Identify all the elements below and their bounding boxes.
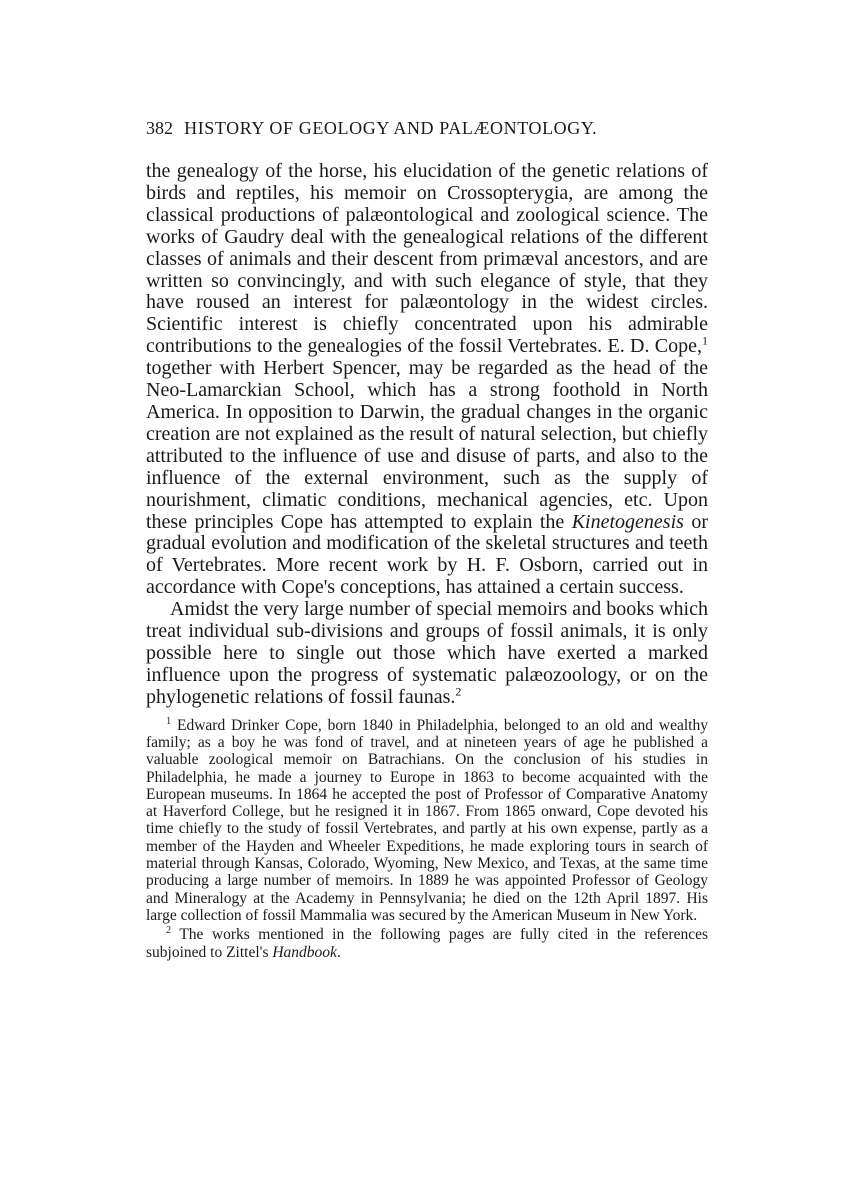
page-number: 382 [146,118,173,138]
body-paragraph-1 [146,161,708,599]
running-title: HISTORY OF GEOLOGY AND PALÆONTOLOGY. [184,118,598,138]
paragraph-1-text-c: or gradual evolution and modification of the skeletal structures and teeth of Vertebrates. More recent work by H. F. Osborn, carried out in accordance with Cope's conceptions, has attained a certain success. [146,510,708,599]
footnote-2-end: . [336,943,341,961]
footnote-ref-2: 2 [455,684,462,699]
paragraph-1-text-b: together with Herbert Spencer, may be regarded as the head of the Neo-Lamarckian School, which has a strong foothold in North America. In opposition to Darwin, the gradual changes in the organic creation are not explained as the result of natural selection, but chiefly attributed to the influence of use and disuse of parts, and also to the influence of the external environment, such as the supply of nourishment, climatic conditions, mechanical agencies, etc. Upon these principles Cope has attempted to explain the [146,357,709,533]
handbook-title: Handbook [272,943,337,961]
running-head [146,118,708,139]
footnote-marker-2: 2 [166,925,172,937]
paragraph-2-text: Amidst the very large number of special memoirs and books which treat individual sub-divisions and groups of fossil animals, it is only possible here to single out those which have exerted a marked influence upon the progress of systematic palæozoology, or on the phylogenetic relations of fossil faunas. [146,598,708,708]
footnote-1 [146,717,708,925]
footnote-marker-1: 1 [166,715,172,727]
footnote-1-text: Edward Drinker Cope, born 1840 in Philadelphia, belonged to an old and wealthy family; as a boy he was fond of travel, and at nineteen years of age he published a valuable zoological memoir on Batrachians. On the conclusion of his studies in Philadelphia, he made a journey to Europe in 1863 to become acquainted with the European museums. In 1864 he accepted the post of Professor of Comparative Anatomy at Haverford College, but he resigned it in 1867. From 1865 onward, Cope devoted his time chiefly to the study of fossil Vertebrates, and partly at his own expense, partly as a member of the Hayden and Wheeler Expeditions, he made exploring tours in search of material through Kansas, Colorado, Wyoming, New Mexico, and Texas, at the same time producing a large number of memoirs. In 1889 he was appointed Professor of Geology and Mineralogy at the Academy in Pennsylvania; he died on the 12th April 1897. His large collection of fossil Mammalia was secured by the American Museum in New York. [146,716,708,924]
footnotes [146,717,708,961]
footnote-ref-1: 1 [702,333,708,348]
footnote-2 [146,926,708,961]
book-page [146,118,708,961]
footnote-2-text: The works mentioned in the following pages are fully cited in the references subjoined to Zittel's [146,926,708,961]
body-paragraph-2 [146,599,708,709]
paragraph-1-text-a: the genealogy of the horse, his elucidation of the genetic relations of birds and reptiles, his memoir on Crossopterygia, are among the classical productions of palæontological and zoological science. The works of Gaudry deal with the genealogical relations of the different classes of animals and their descent from primæval ancestors, and are written so convincingly, and with such elegance of style, that they have roused an interest for palæontology in the widest circles. Scientific interest is chiefly concentrated upon his admirable contributions to the genealogies of the fossil Vertebrates. E. D. Cope, [146,160,708,358]
kinetogenesis-term: Kinetogenesis [571,510,684,533]
